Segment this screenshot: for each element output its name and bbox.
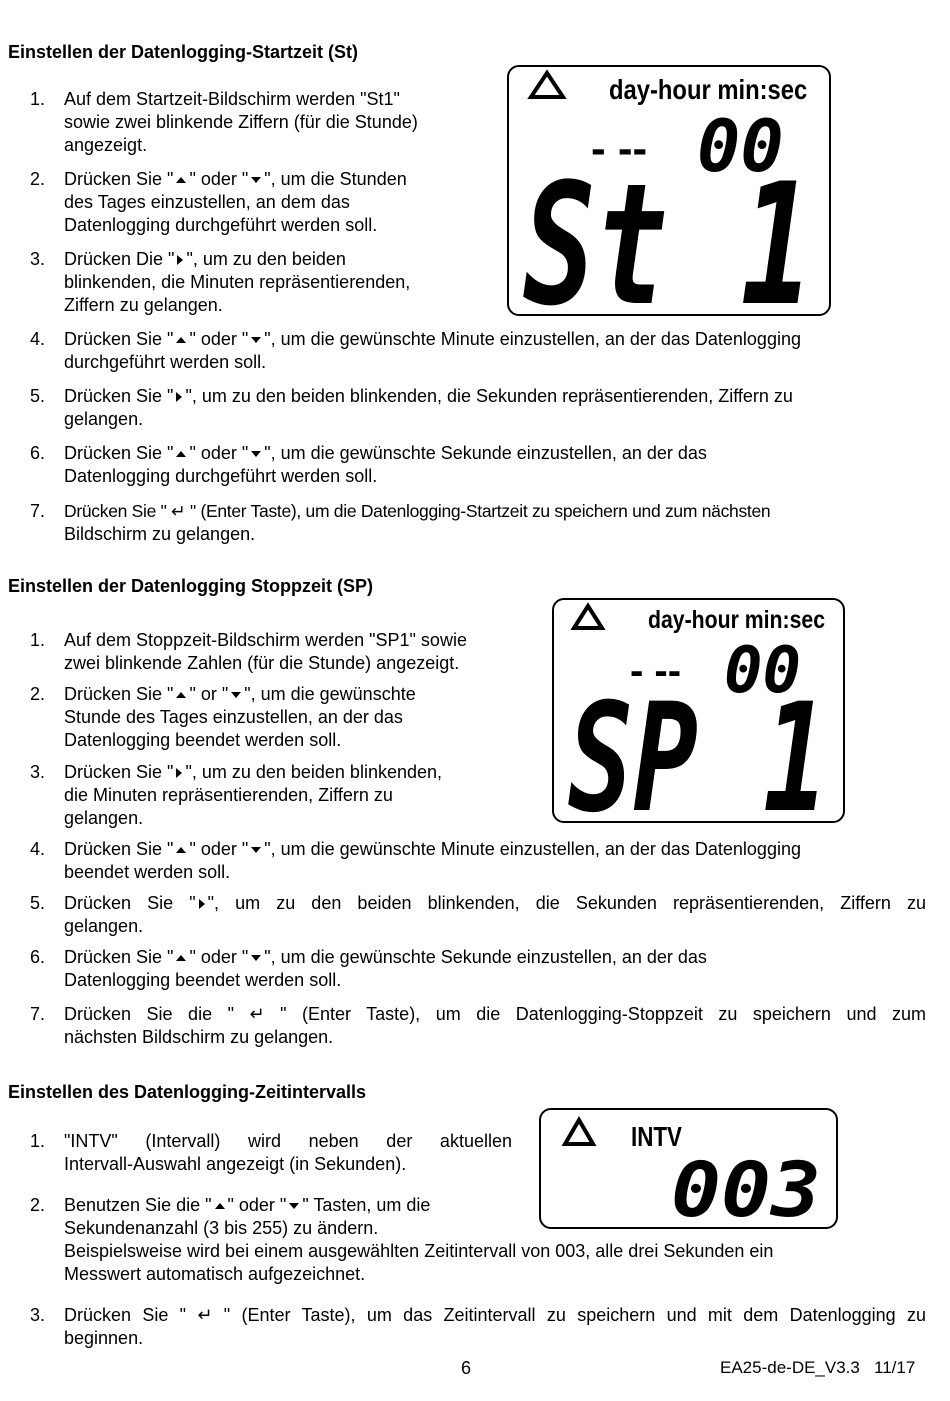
step-number: 1. [30, 630, 46, 650]
step-text: Auf dem Startzeit-Bildschirm werden "St1" [64, 89, 400, 109]
up-arrow-icon [176, 692, 186, 698]
step-text: "INTV" (Intervall) wird neben der aktuellen [64, 1131, 512, 1151]
step-text: Drücken Sie " " oder " ", um die gewünschte Sekunde einzustellen, an der das [64, 443, 707, 463]
step-number: 7. [30, 1004, 46, 1024]
step-number: 1. [30, 89, 46, 109]
step-number: 6. [30, 947, 46, 967]
step-text: die Minuten repräsentierenden, Ziffern zu [64, 785, 393, 805]
right-arrow-icon [176, 392, 182, 402]
up-arrow-icon [215, 1203, 225, 1209]
page-number: 6 [461, 1358, 472, 1378]
step-text: Auf dem Stoppzeit-Bildschirm werden "SP1" sowie [64, 630, 467, 650]
step-number: 4. [30, 839, 46, 859]
step-text: Drücken Sie " ↵ " (Enter Taste), um die Datenlogging-Startzeit zu speichern und zum nächsten [64, 501, 771, 521]
step-text: Drücken Sie " " oder " ", um die gewünschte Minute einzustellen, an der das Datenlogging [64, 839, 801, 859]
down-arrow-icon [251, 451, 261, 457]
section-heading-stop-time: Einstellen der Datenlogging Stoppzeit (SP) [8, 576, 374, 596]
step-text: des Tages einzustellen, an dem das [64, 192, 350, 212]
down-arrow-icon [251, 847, 261, 853]
step-text: angezeigt. [64, 135, 148, 155]
step-text: Intervall-Auswahl angezeigt (in Sekunden). [64, 1154, 407, 1174]
up-arrow-icon [176, 337, 186, 343]
step-text: Drücken Sie die " ↵ " (Enter Taste), um die Datenlogging-Stoppzeit zu speichern und zum [64, 1004, 926, 1024]
step-text: blinkenden, die Minuten repräsentierenden, [64, 272, 411, 292]
step-number: 6. [30, 443, 46, 463]
step-text: Datenlogging beendet werden soll. [64, 730, 342, 750]
warning-triangle-icon [565, 1120, 593, 1144]
step-number: 4. [30, 329, 46, 349]
step-text: gelangen. [64, 916, 144, 936]
up-arrow-icon [176, 955, 186, 961]
down-arrow-icon [251, 177, 261, 183]
section-heading-start-time: Einstellen der Datenlogging-Startzeit (St) [8, 42, 359, 62]
step-text: durchgeführt werden soll. [64, 352, 267, 372]
step-text: Drücken Sie " ", um zu den beiden blinkenden, die Sekunden repräsentierenden, Ziffern zu [64, 386, 793, 406]
section-heading-interval: Einstellen des Datenlogging-Zeitintervalls [8, 1082, 367, 1102]
step-text: Drücken Sie " ", um zu den beiden blinkenden, [64, 762, 443, 782]
step-number: 3. [30, 1305, 46, 1325]
step-text: gelangen. [64, 808, 144, 828]
lcd-dashes: - -- [591, 124, 648, 173]
right-arrow-icon [199, 899, 205, 909]
step-number: 3. [30, 762, 46, 782]
lcd-display-interval [539, 1108, 838, 1229]
step-text: Messwert automatisch aufgezeichnet. [64, 1264, 366, 1284]
right-arrow-icon [177, 255, 183, 265]
step-text: Drücken Sie " ↵ " (Enter Taste), um das Zeitintervall zu speichern und mit dem Datenlogging zu [64, 1305, 926, 1325]
step-number: 7. [30, 501, 46, 521]
lcd-big-text: 003 [671, 1145, 821, 1227]
up-arrow-icon [176, 451, 186, 457]
right-arrow-icon [176, 768, 182, 778]
down-arrow-icon [289, 1203, 299, 1209]
step-text: Bildschirm zu gelangen. [64, 524, 256, 544]
step-number: 3. [30, 249, 46, 269]
step-text: sowie zwei blinkende Ziffern (für die Stunde) [64, 112, 418, 132]
lcd-big-text: St 1 [523, 147, 813, 314]
step-number: 2. [30, 1195, 46, 1215]
down-arrow-icon [251, 337, 261, 343]
lcd-small-digits: 00 [697, 104, 784, 188]
warning-triangle-icon [531, 73, 563, 97]
step-text: Beispielsweise wird bei einem ausgewählten Zeitintervall von 003, alle drei Sekunden ein [64, 1241, 774, 1261]
down-arrow-icon [231, 692, 241, 698]
lcd-header: day-hour min:sec [609, 73, 808, 106]
step-text: Benutzen Sie die " " oder " " Tasten, um die [64, 1195, 431, 1215]
step-text: gelangen. [64, 409, 144, 429]
step-text: beendet werden soll. [64, 862, 231, 882]
step-number: 1. [30, 1131, 46, 1151]
step-text: Stunde des Tages einzustellen, an der das [64, 707, 403, 727]
step-number: 5. [30, 386, 46, 406]
step-text: Drücken Sie " " oder " ", um die gewünschte Sekunde einzustellen, an der das [64, 947, 707, 967]
step-number: 2. [30, 684, 46, 704]
lcd-header: INTV [631, 1121, 683, 1153]
step-text: Drücken Sie " " oder " ", um die Stunden [64, 169, 407, 189]
step-text: Ziffern zu gelangen. [64, 295, 223, 315]
step-text: Drücken Sie " " or " ", um die gewünschte [64, 684, 416, 704]
lcd-dashes: - -- [630, 649, 682, 693]
up-arrow-icon [176, 847, 186, 853]
step-text: Drücken Die " ", um zu den beiden [64, 249, 346, 269]
lcd-header: day-hour min:sec [648, 605, 826, 634]
step-number: 2. [30, 169, 46, 189]
lcd-small-digits: 00 [724, 634, 802, 708]
lcd-display-stop [552, 598, 845, 823]
step-text: Drücken Sie " ", um zu den beiden blinkenden, die Sekunden repräsentierenden, Ziffern zu [64, 893, 927, 913]
step-number: 5. [30, 893, 46, 913]
warning-triangle-icon [574, 606, 602, 628]
step-text: Datenlogging durchgeführt werden soll. [64, 466, 378, 486]
step-text: beginnen. [64, 1328, 144, 1348]
up-arrow-icon [176, 177, 186, 183]
step-text: Datenlogging durchgeführt werden soll. [64, 215, 378, 235]
down-arrow-icon [251, 955, 261, 961]
step-text: Sekundenanzahl (3 bis 255) zu ändern. [64, 1218, 379, 1238]
lcd-display-start [507, 65, 831, 316]
step-text: Datenlogging beendet werden soll. [64, 970, 342, 990]
step-text: nächsten Bildschirm zu gelangen. [64, 1027, 334, 1047]
lcd-big-text: SP 1 [568, 672, 828, 821]
document-id: EA25-de-DE_V3.3 11/17 [720, 1358, 916, 1377]
step-text: Drücken Sie " " oder " ", um die gewünschte Minute einzustellen, an der das Datenlogging [64, 329, 801, 349]
step-text: zwei blinkende Zahlen (für die Stunde) angezeigt. [64, 653, 460, 673]
